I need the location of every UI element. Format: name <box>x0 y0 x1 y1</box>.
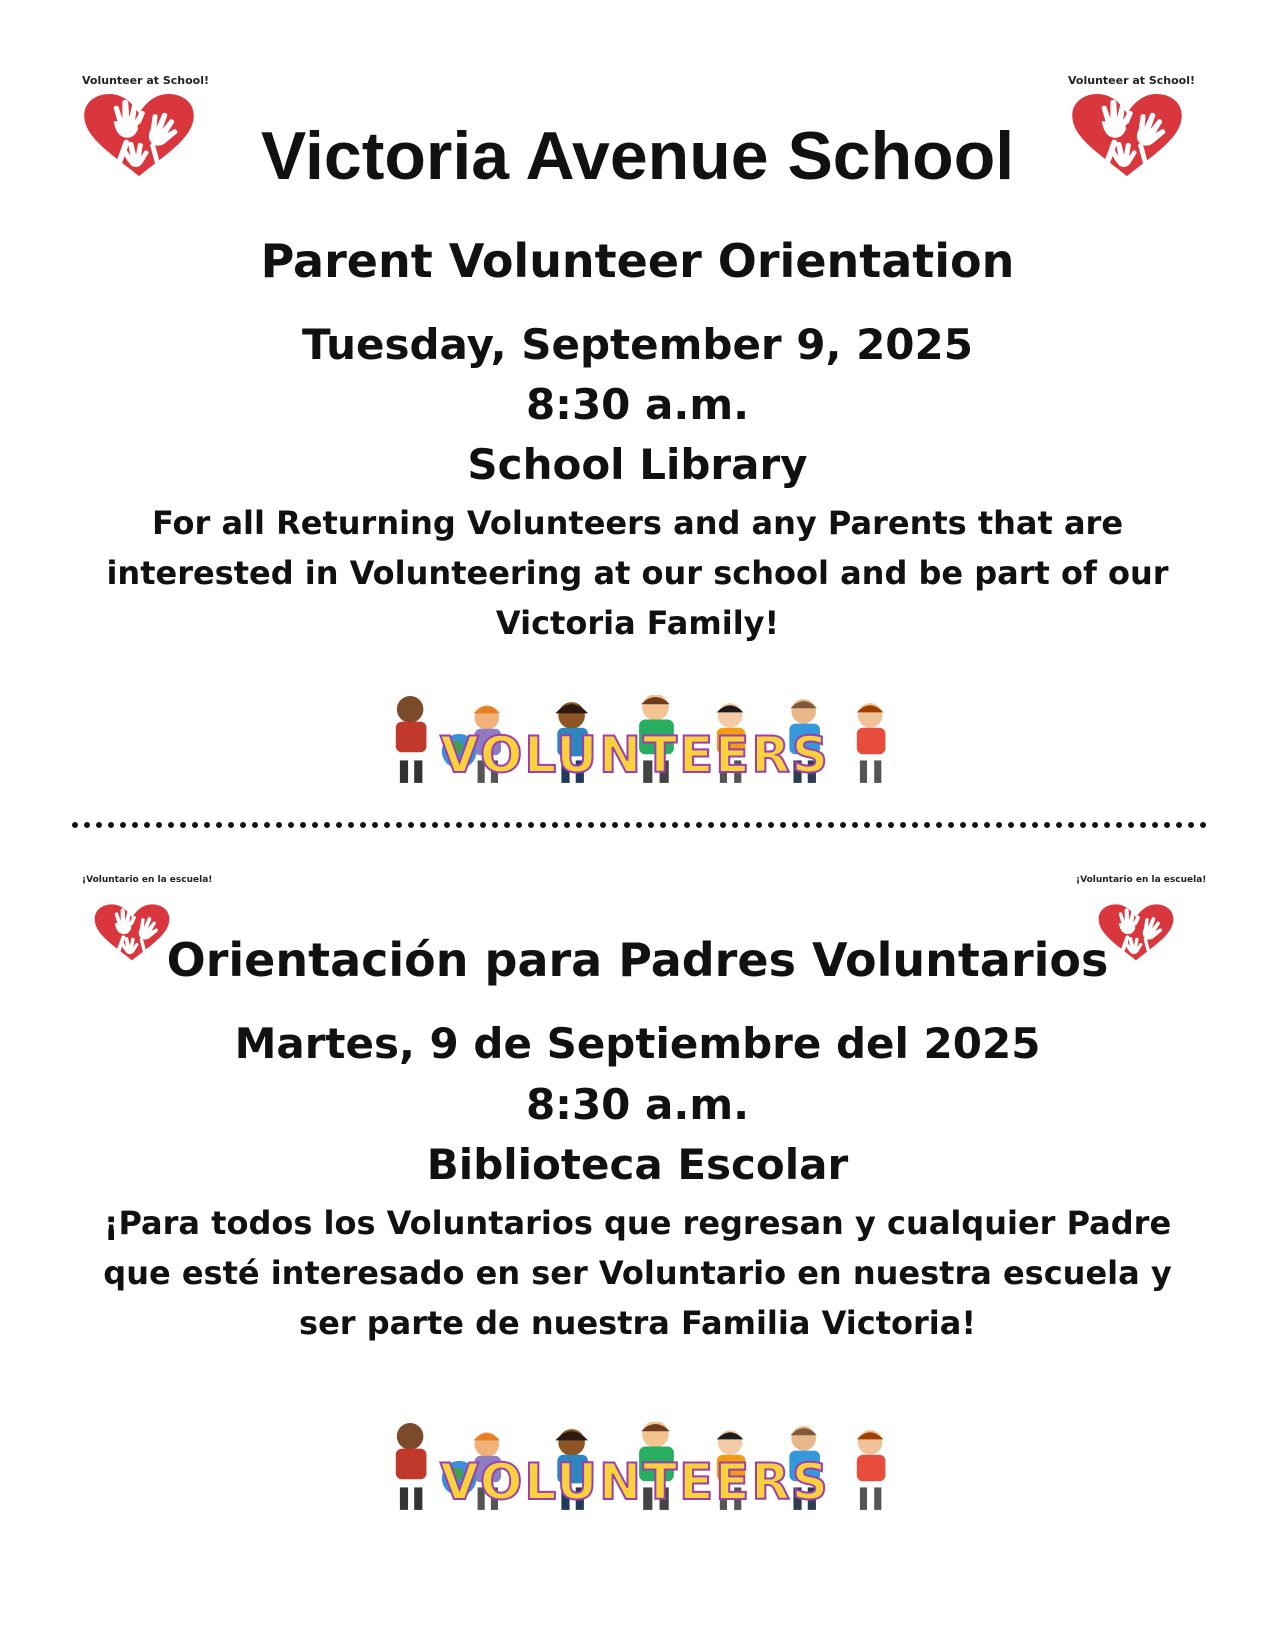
event-time: 8:30 a.m. <box>525 1080 750 1129</box>
event-location: School Library <box>467 440 808 489</box>
event-time: 8:30 a.m. <box>525 380 750 429</box>
section-divider <box>72 822 1207 828</box>
event-description: For all Returning Volunteers and any Parents that are interested in Volunteering at our school and be part of our Victoria Family! <box>106 504 1169 642</box>
logo-caption-left: Volunteer at School! <box>82 74 210 87</box>
school-name: Victoria Avenue School <box>260 118 1015 194</box>
logo-caption-left: ¡Voluntario en la escuela! <box>82 875 213 885</box>
event-date: Tuesday, September 9, 2025 <box>302 320 973 369</box>
volunteers-banner <box>335 1422 935 1514</box>
event-title: Orientación para Padres Voluntarios <box>166 933 1109 987</box>
banner-word: VOLUNTEERS <box>440 726 830 784</box>
event-description: ¡Para todos los Voluntarios que regresan y cualquier Padre que esté interesado en ser Voluntario en nuestra escuela y ser parte de nuestra Familia Victoria! <box>103 1204 1172 1342</box>
logo-caption-right: ¡Voluntario en la escuela! <box>1076 875 1207 885</box>
event-location: Biblioteca Escolar <box>426 1140 849 1189</box>
banner-word: VOLUNTEERS <box>440 1453 830 1511</box>
logo-caption-right: Volunteer at School! <box>1068 74 1196 87</box>
volunteers-banner <box>335 695 935 787</box>
event-date: Martes, 9 de Septiembre del 2025 <box>234 1019 1041 1068</box>
event-title: Parent Volunteer Orientation <box>260 234 1015 288</box>
